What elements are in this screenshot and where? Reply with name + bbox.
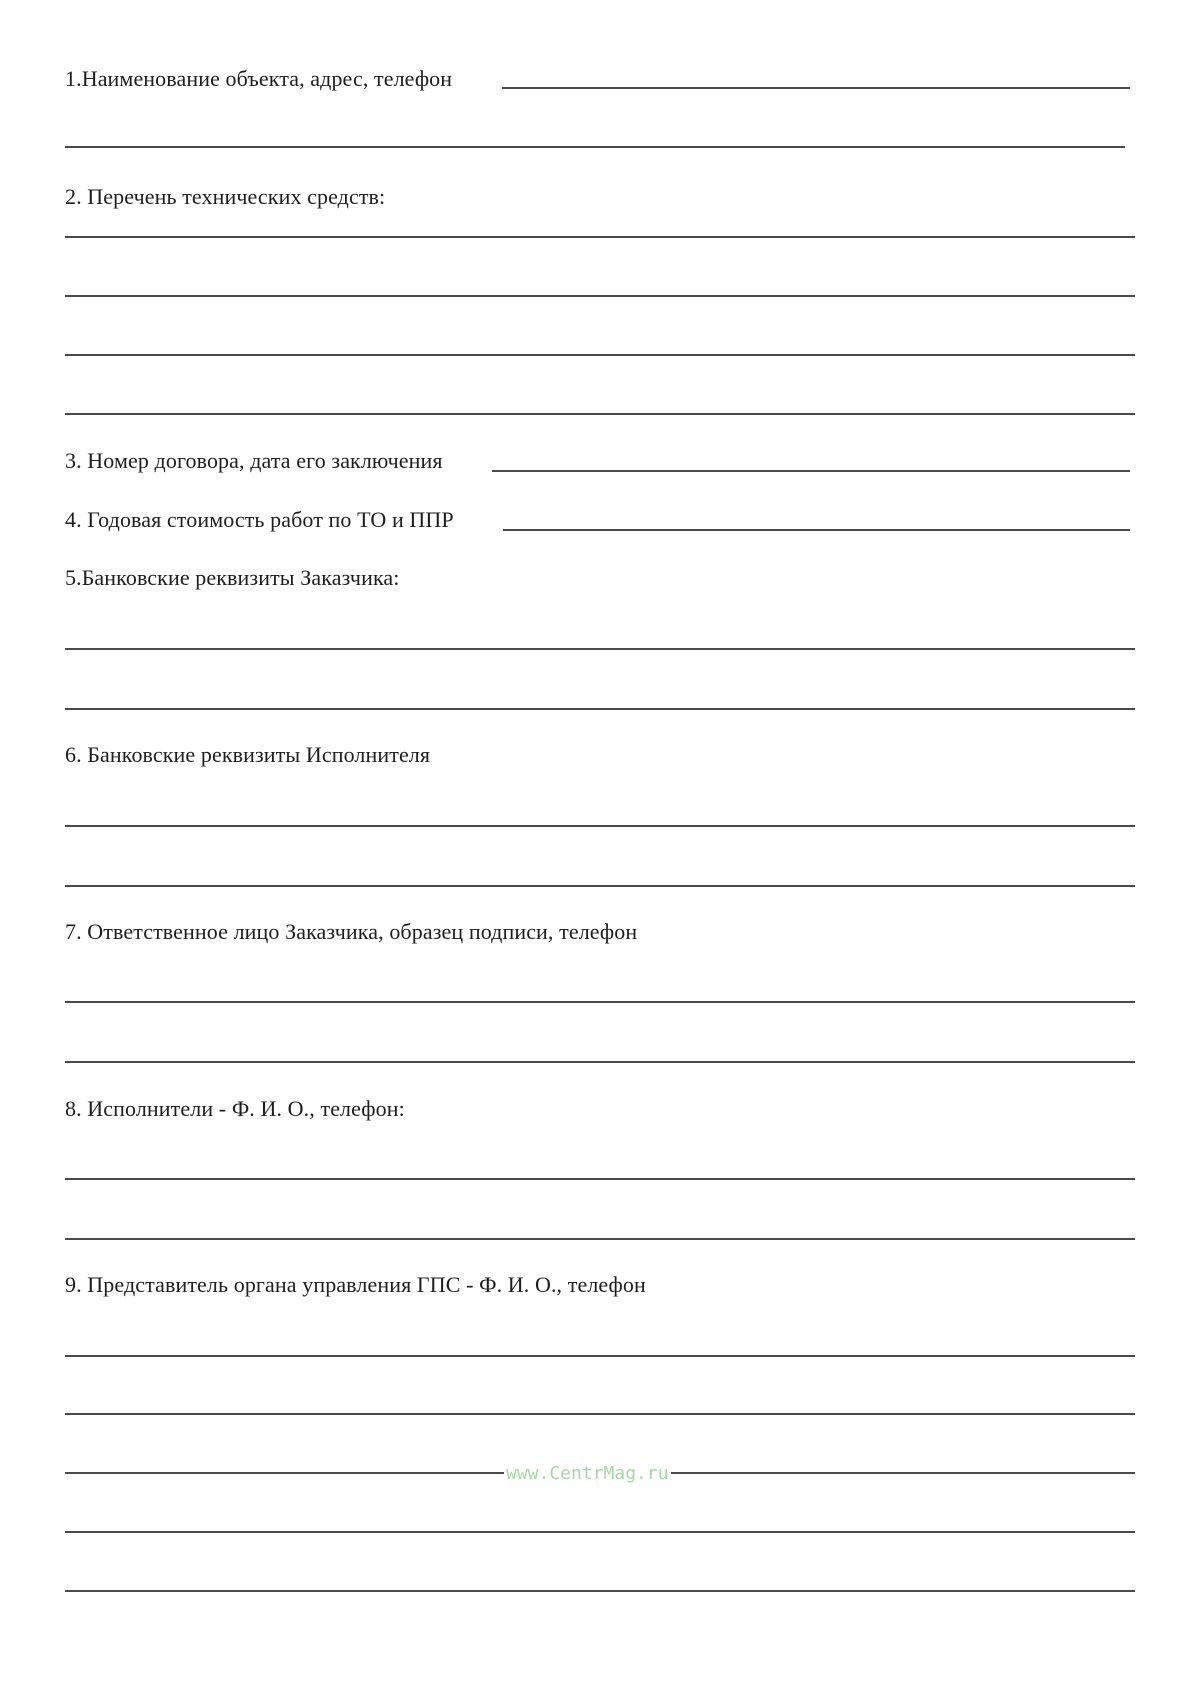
field-2-fill-line[interactable] (65, 295, 1135, 297)
field-3-fill-line[interactable] (492, 470, 1130, 472)
field-8-fill-line[interactable] (65, 1178, 1135, 1180)
field-9-fill-line[interactable] (65, 1531, 1135, 1533)
field-6-fill-line[interactable] (65, 885, 1135, 887)
field-7-label: 7. Ответственное лицо Заказчика, образец подписи, телефон (65, 919, 638, 944)
field-7-fill-line[interactable] (65, 1061, 1135, 1063)
field-5-fill-line[interactable] (65, 648, 1135, 650)
field-9-fill-line[interactable] (65, 1355, 1135, 1357)
field-4-fill-line[interactable] (503, 529, 1130, 531)
field-7-fill-line[interactable] (65, 1001, 1135, 1003)
watermark: www.CentrMag.ru (506, 1463, 669, 1484)
field-9-fill-line[interactable] (65, 1413, 1135, 1415)
field-4-label: 4. Годовая стоимость работ по ТО и ППР (65, 507, 454, 532)
field-2-fill-line[interactable] (65, 413, 1135, 415)
field-1-fill-line[interactable] (65, 146, 1125, 148)
field-8-fill-line[interactable] (65, 1238, 1135, 1240)
field-5-fill-line[interactable] (65, 708, 1135, 710)
field-9-fill-line[interactable] (65, 1590, 1135, 1592)
field-6-label: 6. Банковские реквизиты Исполнителя (65, 742, 431, 767)
field-3-label: 3. Номер договора, дата его заключения (65, 448, 443, 473)
field-9-label: 9. Представитель органа управления ГПС - Ф. И. О., телефон (65, 1272, 646, 1297)
field-2-fill-line[interactable] (65, 236, 1135, 238)
field-5-label: 5.Банковские реквизиты Заказчика: (65, 565, 400, 590)
field-2-fill-line[interactable] (65, 354, 1135, 356)
field-1-fill-line[interactable] (502, 87, 1130, 89)
field-2-label: 2. Перечень технических средств: (65, 184, 386, 209)
field-1-label: 1.Наименование объекта, адрес, телефон (65, 66, 453, 91)
field-8-label: 8. Исполнители - Ф. И. О., телефон: (65, 1096, 405, 1121)
field-6-fill-line[interactable] (65, 825, 1135, 827)
